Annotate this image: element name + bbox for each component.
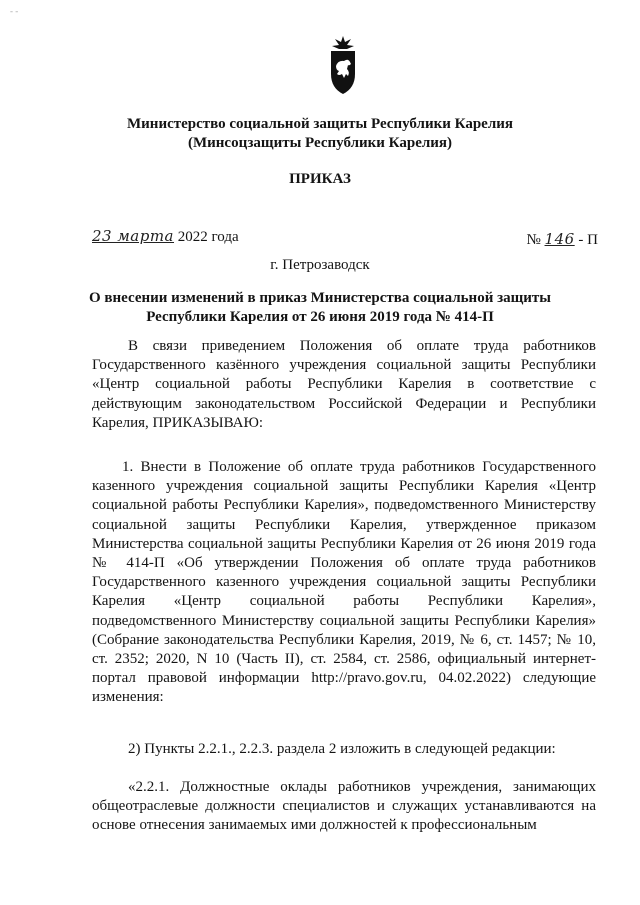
item-2-paragraph: 2) Пункты 2.2.1., 2.2.3. раздела 2 изложить в следующей редакции: (128, 741, 556, 757)
handwritten-number: 146 (544, 230, 575, 248)
number-suffix: - П (578, 232, 598, 248)
order-date (92, 227, 239, 246)
ministry-short-name: (Минсоцзащиты Республики Карелия) (187, 135, 453, 151)
subject-line-1: О внесении изменений в приказ Министерства социальной защиты (88, 290, 552, 306)
coat-of-arms-icon (328, 36, 358, 96)
number-sign: № (526, 232, 541, 248)
city: г. Петрозаводск (270, 257, 370, 273)
order-number (526, 230, 598, 249)
clause-2-2-1-paragraph: «2.2.1. Должностные оклады работников учреждения, занимающих общеотраслевые должности специалистов и служащих устанавливаются на основе отнесения занимаемых ими должностей к профессиональным (92, 779, 596, 834)
preamble-paragraph: В связи приведением Положения об оплате труда работников Государственного казённого учреждения социальной защиты Республики «Центр социальной работы Республики Карелия в соответствие с действующим законодательством Российской Федерации и Республики Карелия, ПРИКАЗЫВАЮ: (92, 338, 596, 431)
corner-mark: - - (10, 6, 19, 16)
date-year: 2022 года (177, 229, 239, 245)
subject-line-2: Республики Карелия от 26 июня 2019 года № 414-П (146, 309, 494, 325)
item-1-paragraph: 1. Внести в Положение об оплате труда работников Государственного казенного учреждения социальной защиты Республики Карелия «Центр социальной работы Республики Карелия», подведомственного Министерству социальной защиты Республики Карелия, утвержденное приказом Министерства социальной защиты Республики Карелия от 26 июня 2019 года № 414-П «Об утверждении Положения об оплате труда работников Государственного казенного учреждения социальной защиты Республики Карелия «Центр социальной работы Республики Карелия», подведомственного Министерству социальной защиты Республики Карелия» (Собрание законодательства Республики Карелия, 2019, № 6, ст. 1457; № 10, ст. 2352; 2020, N 10 (Часть II), ст. 2584, ст. 2586, официальный интернет-портал правовой информации http://pravo.gov.ru, 04.02.2022) следующие изменения: (92, 459, 596, 706)
ministry-name: Министерство социальной защиты Республики Карелия (127, 116, 513, 132)
handwritten-date: 23 марта (92, 227, 175, 245)
document-type-title: ПРИКАЗ (289, 171, 351, 187)
